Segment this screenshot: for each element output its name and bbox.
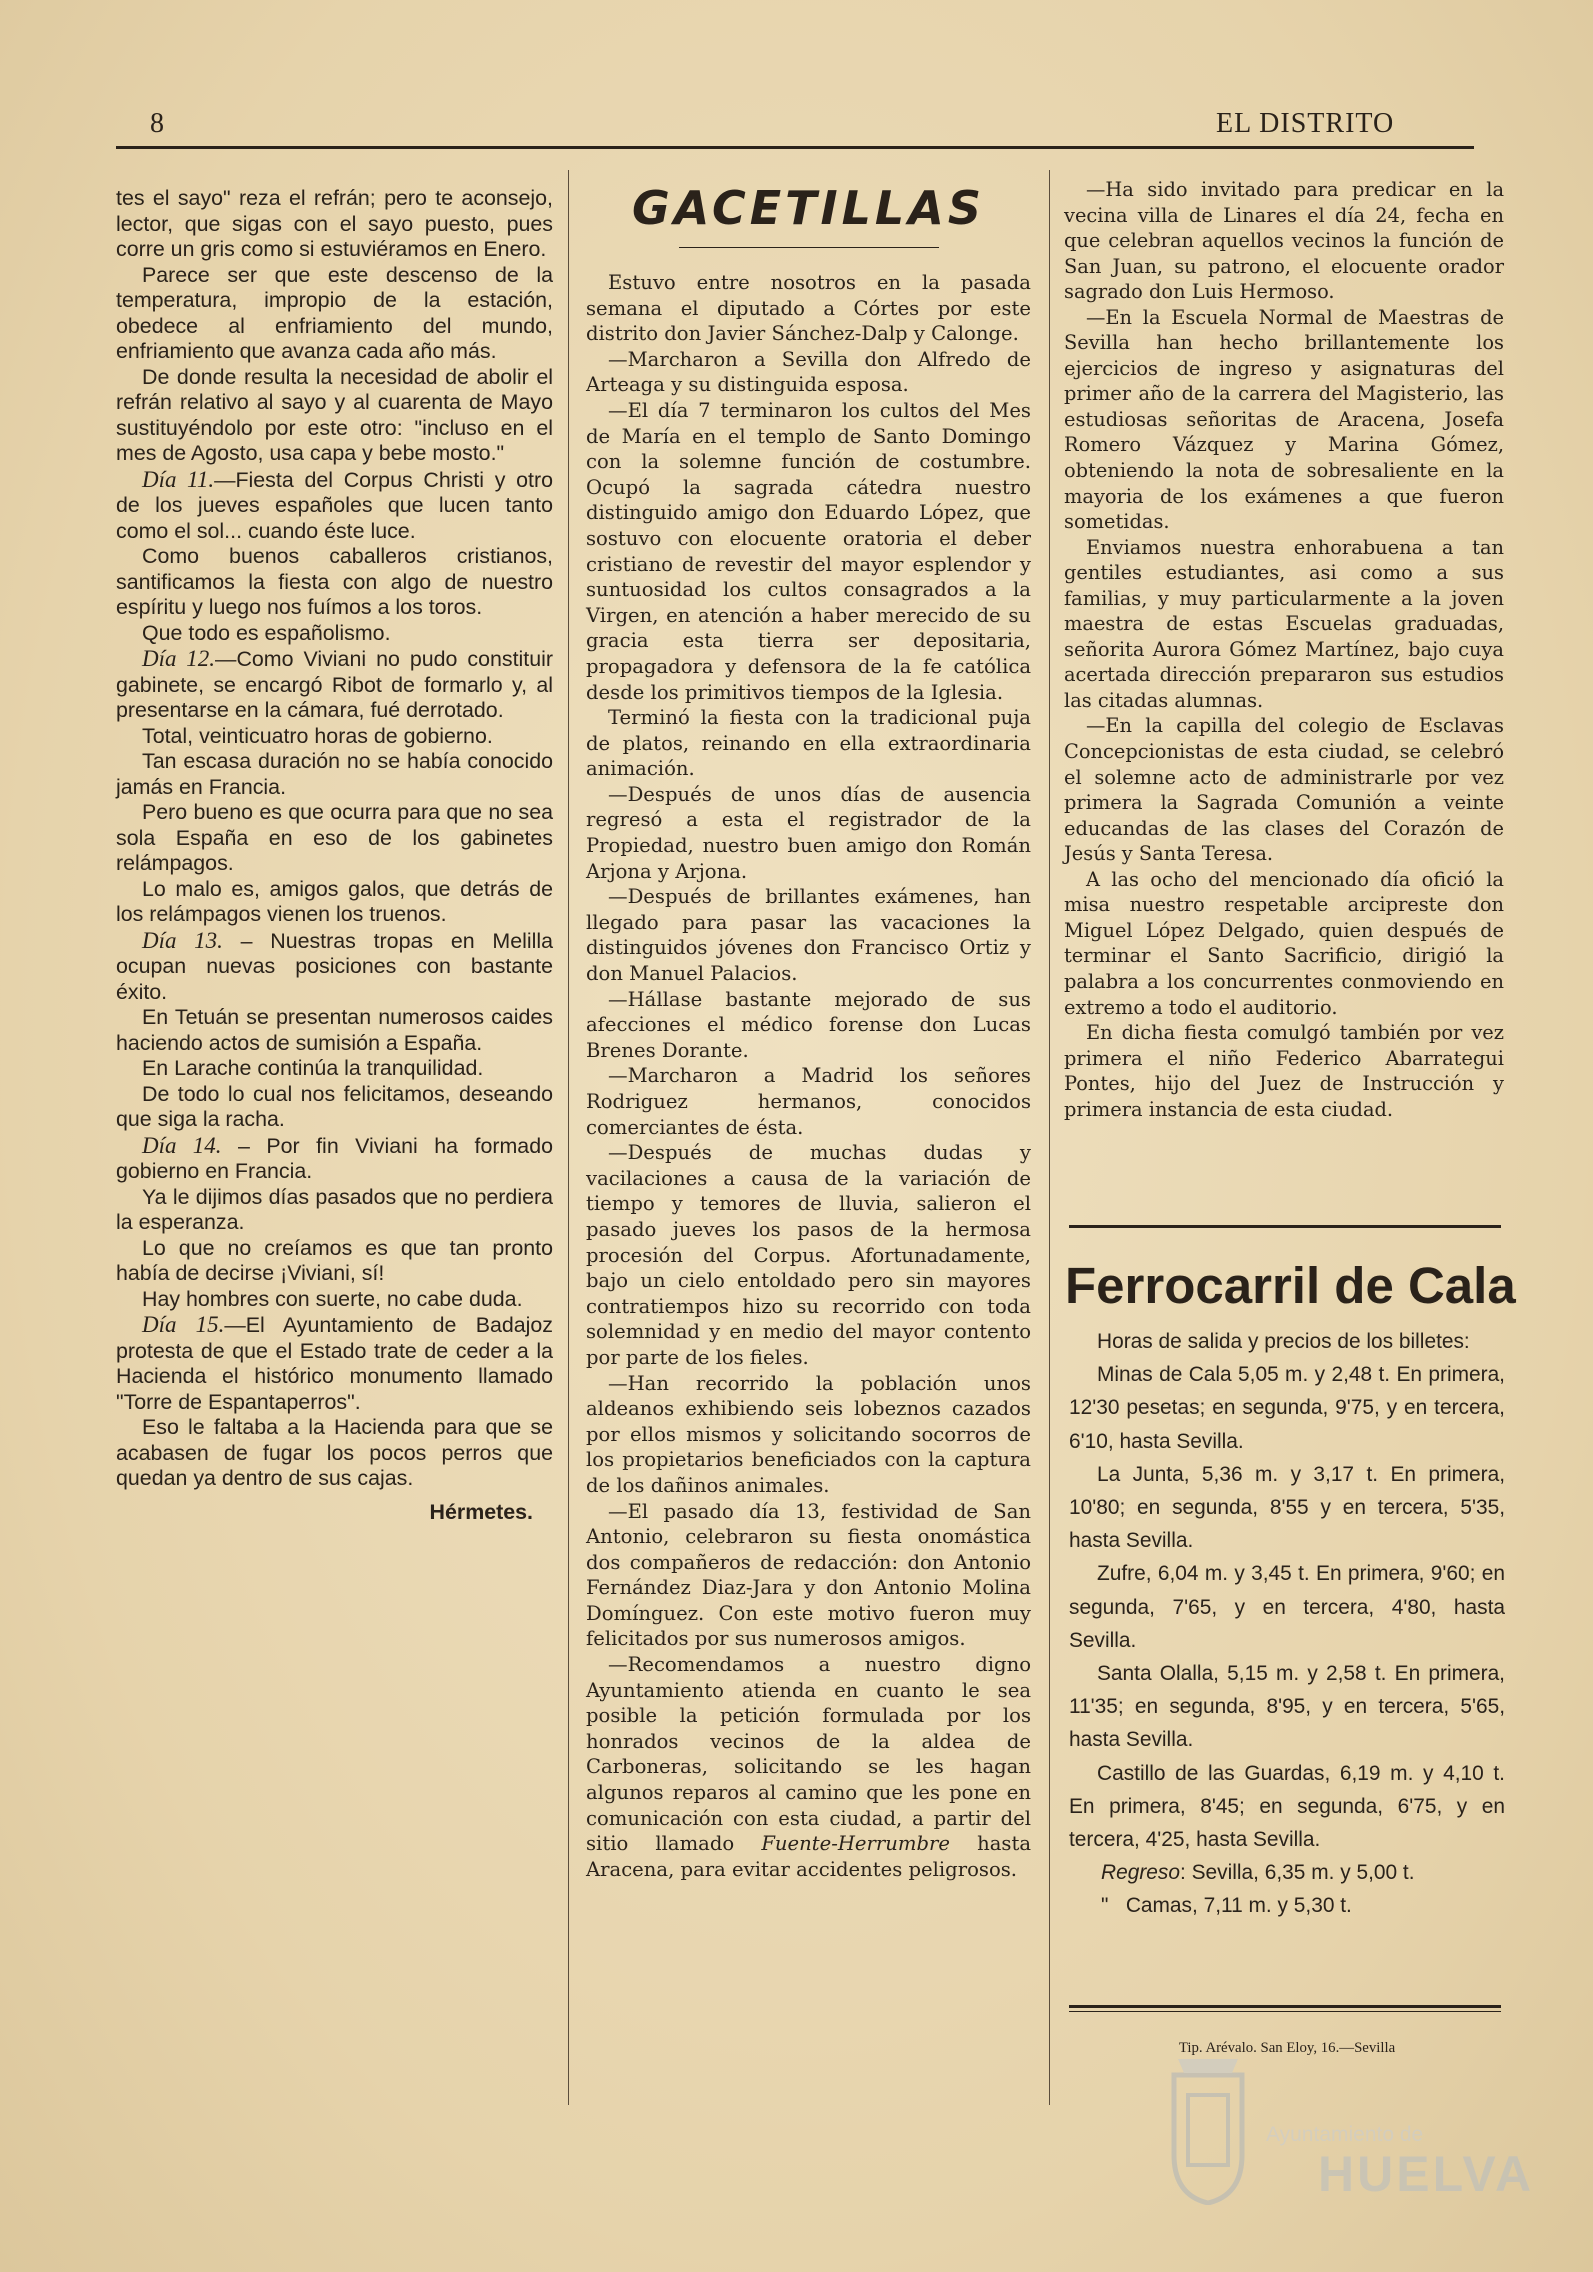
- title-rule: [679, 247, 939, 248]
- paragraph: —Marcharon a Madrid los señores Rodriguez hermanos, conocidos comerciantes de ésta.: [586, 1064, 1031, 1139]
- paragraph: —El día 7 terminaron los cultos del Mes de María en el templo de Santo Domingo con la solemne función de costumbre. Ocupó la sagrada cátedra nuestro distinguido amigo don Eduardo López, que sostuvo con elocuente oratoria el deber cristiano de revestir del mayor esplendor y suntuosidad los cultos consagrados a la Virgen, en atención a haber merecido de su gracia esta tierra ser depositaria, propagadora y defensora de la fe católica desde los primitivos tiempos de la Iglesia.: [586, 398, 1031, 704]
- paragraph: En dicha fiesta comulgó también por vez primera el niño Federico Abarrategui Pontes, hijo del Juez de Instrucción y primera instancia de esta ciudad.: [1064, 1021, 1504, 1121]
- paragraph: Pero bueno es que ocurra para que no sea sola España en eso de los gabinetes relámpagos.: [116, 800, 553, 875]
- paragraph: —Después de brillantes exámenes, han llegado para pasar las vacaciones la distinguidos jóvenes don Francisco Ortiz y don Manuel Palacios.: [586, 885, 1031, 986]
- schedule-intro: Horas de salida y precios de los billetes:: [1097, 1330, 1470, 1353]
- paragraph: —Marcharon a Sevilla don Alfredo de Arteaga y su distinguida esposa.: [586, 347, 1031, 397]
- paragraph: Lo malo es, amigos galos, que detrás de los relámpagos vienen los truenos.: [116, 876, 553, 926]
- paragraph: Como buenos caballeros cristianos, santificamos la fiesta con algo de nuestro espíritu y luego nos fuímos a los toros.: [116, 544, 553, 619]
- paragraph: A las ocho del mencionado día ofició la misa nuestro respetable arcipreste don Miguel López Delgado, quien después de terminar el Santo Sacrificio, dirigió la palabra a los concurrentes conmoviendo en extremo a todo el auditorio.: [1064, 867, 1504, 1019]
- schedule-item: Castillo de las Guardas, 6,19 m. y 4,10 t. En primera, 8'45; en segunda, 6'75, y en tercera, 4'25, hasta Sevilla.: [1069, 1761, 1505, 1852]
- schedule-item: Minas de Cala 5,05 m. y 2,48 t. En primera, 12'30 pesetas; en segunda, 9'75, y en tercera, 6'10, hasta Sevilla.: [1069, 1363, 1505, 1453]
- ferrocarril-title: Ferrocarril de Cala: [1065, 1257, 1516, 1314]
- dia-13-paragraph: [116, 928, 553, 1006]
- paragraph-text: hasta Aracena, para evitar accidentes peligrosos.: [586, 1832, 1032, 1881]
- place-name: Fuente-Herrumbre: [761, 1832, 950, 1856]
- page-number: 8: [150, 108, 164, 139]
- dia-15-text: —El Ayuntamiento de Badajoz protesta de que el Estado trate de ceder a la Hacienda el histórico monumento llamado "Torre de Espantaperros".: [116, 1313, 553, 1414]
- paragraph: —El pasado día 13, festividad de San Antonio, celebraron su fiesta onomástica dos compañeros de redacción: don Antonio Fernández Diaz-Jara y don Antonio Molina Domínguez. Con este motivo fueron muy felicitados por sus numerosos amigos.: [586, 1499, 1031, 1651]
- header-rule: [116, 146, 1474, 149]
- column-rule-1: [568, 170, 569, 2105]
- gacetillas-title: GACETILLAS: [632, 181, 985, 235]
- regreso-line-2: " Camas, 7,11 m. y 5,30 t.: [1101, 1894, 1352, 1918]
- paragraph: —Ha sido invitado para predicar en la vecina villa de Linares el día 24, fecha en que celebran aquellos vecinos la función de San Juan, su patrono, el elocuente orador sagrado don Luis Hermoso.: [1064, 178, 1504, 304]
- paragraph: tes el sayo" reza el refrán; pero te aconsejo, lector, que sigas con el sayo puesto, pues corre un gris como si estuviéramos en Enero.: [116, 186, 553, 261]
- paragraph: De donde resulta la necesidad de abolir el refrán relativo al sayo y al cuarenta de Mayo sustituyéndolo por este otro: "incluso en el mes de Agosto, usa capa y bebe mosto.": [116, 364, 553, 465]
- paragraph: En Tetuán se presentan numerosos caides haciendo actos de sumisión a España.: [116, 1005, 553, 1055]
- watermark: [1168, 2055, 1535, 2215]
- dia-12-label: Día 12.: [142, 646, 216, 671]
- paragraph: —Hállase bastante mejorado de sus afecciones el médico forense don Lucas Brenes Dorante.: [586, 987, 1031, 1062]
- section-rule: [1069, 2011, 1501, 2012]
- regreso-text: : Sevilla, 6,35 m. y 5,00 t.: [1179, 1861, 1415, 1885]
- section-rule: [1069, 1225, 1501, 1228]
- dia-13-text: – Nuestras tropas en Melilla ocupan nuevas posiciones con bastante éxito.: [116, 928, 553, 1004]
- paragraph: Hay hombres con suerte, no cabe duda.: [142, 1286, 523, 1311]
- paragraph: —Después de unos días de ausencia regresó a esta el registrador de la Propiedad, nuestro buen amigo don Román Arjona y Arjona.: [586, 782, 1031, 883]
- schedule-item: Zufre, 6,04 m. y 3,45 t. En primera, 9'60; en segunda, 7'65, y en tercera, 4'80, hasta Sevilla.: [1069, 1562, 1505, 1652]
- column-2: [586, 183, 1031, 1882]
- paragraph: Ya le dijimos días pasados que no perdiera la esperanza.: [116, 1184, 553, 1234]
- paragraph: Que todo es españolismo.: [142, 620, 391, 645]
- paragraph: Enviamos nuestra enhorabuena a tan gentiles estudiantes, asi como a sus familias, y muy particularmente a la joven maestra de estas Escuelas graduadas, señorita Aurora Gómez Martínez, bajo cuya acertada dirección prepararon sus estudios las citadas alumnas.: [1064, 535, 1504, 712]
- paper-name: EL DISTRITO: [1216, 108, 1395, 139]
- column-3: [1064, 177, 1504, 1122]
- coat-of-arms-icon: [1168, 2055, 1248, 2205]
- dia-13-label: Día 13.: [142, 927, 223, 953]
- paragraph: —En la Escuela Normal de Maestras de Sevilla han hecho brillantemente los ejercicios de ingreso y asignaturas del primer año de la carrera del Magisterio, las estudiosas señoritas de Aracena, Josefa Romero Vázquez y Marina Gómez, obteniendo la nota de sobresaliente en la mayoria de los exámenes a que fueron sometidas.: [1064, 305, 1504, 534]
- dia-14-text: – Por fin Viviani ha formado gobierno en Francia.: [116, 1133, 554, 1183]
- regreso-label: Regreso: [1101, 1861, 1180, 1885]
- dia-14-paragraph: [116, 1133, 553, 1185]
- paragraph: Total, veinticuatro horas de gobierno.: [142, 723, 493, 748]
- paragraph: Tan escasa duración no se había conocido jamás en Francia.: [116, 749, 553, 799]
- dia-12-paragraph: [116, 646, 553, 724]
- paragraph: —En la capilla del colegio de Esclavas Concepcionistas de esta ciudad, se celebró el solemne acto de administrarle por vez primera la Sagrada Comunión a veinte educandas de las clases del Corazón de Jesús y Santa Teresa.: [1064, 714, 1504, 866]
- paragraph-text: —Recomendamos a nuestro digno Ayuntamiento atienda en cuanto le sea posible la petición formulada por los honrados vecinos de la aldea de Carboneras, solicitando se les hagan algunos reparos al camino que les pone en comunicación con esta ciudad, a partir del sitio llamado: [586, 1653, 1031, 1856]
- paragraph: De todo lo cual nos felicitamos, deseando que siga la racha.: [116, 1081, 553, 1131]
- paragraph-carboneras: [586, 1652, 1031, 1882]
- dia-11-paragraph: [116, 467, 553, 545]
- ferrocarril-schedule: [1069, 1325, 1505, 1923]
- schedule-item: Santa Olalla, 5,15 m. y 2,58 t. En primera, 11'35; en segunda, 8'95, y en tercera, 5'65, hasta Sevilla.: [1069, 1662, 1505, 1752]
- paragraph: Eso le faltaba a la Hacienda para que se acabasen de fugar los pocos perros que quedan ya dentro de sus cajas.: [116, 1415, 553, 1490]
- schedule-item: La Junta, 5,36 m. y 3,17 t. En primera, 10'80; en segunda, 8'55 y en tercera, 5'35, hasta Sevilla.: [1069, 1462, 1505, 1553]
- signature: Hérmetes.: [429, 1499, 533, 1524]
- watermark-line-2: HUELVA: [1318, 2146, 1535, 2202]
- paragraph: Lo que no creíamos es que tan pronto había de decirse ¡Viviani, sí!: [116, 1235, 553, 1285]
- paragraph: —Han recorrido la población unos aldeanos exhibiendo seis lobeznos cazados por ellos mismos y solicitando socorros de los propietarios beneficiados con la captura de los dañinos animales.: [586, 1371, 1031, 1497]
- paragraph: En Larache continúa la tranquilidad.: [142, 1056, 484, 1080]
- dia-15-label: Día 15.: [142, 1312, 225, 1337]
- dia-14-label: Día 14.: [142, 1132, 222, 1158]
- paragraph: Estuvo entre nosotros en la pasada semana el diputado a Córtes por este distrito don Javier Sánchez-Dalp y Calonge.: [586, 271, 1031, 346]
- section-rule: [1069, 2005, 1501, 2008]
- paragraph: Terminó la fiesta con la tradicional puja de platos, reinando en ella extraordinaria animación.: [586, 706, 1031, 781]
- watermark-line-1: Ayuntamiento de: [1266, 2123, 1424, 2146]
- dia-15-paragraph: [116, 1312, 553, 1415]
- dia-12-text: —Como Viviani no pudo constituir gabinete, se encargó Ribot de formarlo y, al presentarse en la cámara, fué derrotado.: [116, 647, 554, 722]
- column-rule-2: [1049, 170, 1050, 2105]
- dia-11-label: Día 11.: [142, 466, 215, 492]
- printer-imprint: Tip. Arévalo. San Eloy, 16.—Sevilla: [1178, 2040, 1396, 2056]
- column-1: [116, 186, 553, 1525]
- dia-11-text: —Fiesta del Corpus Christi y otro de los jueves españoles que lucen tanto como el sol... cuando éste luce.: [116, 467, 553, 543]
- paragraph: Parece ser que este descenso de la temperatura, impropio de la estación, obedece al enfriamiento del mundo, enfriamiento que avanza cada año más.: [116, 262, 553, 363]
- paragraph: —Después de muchas dudas y vacilaciones a causa de la variación de tiempo y temores de lluvia, salieron el pasado jueves los pasos de la hermosa procesión del Corpus. Afortunadamente, bajo un cielo entoldado pero sin mayores contratiempos hizo su recorrido con toda solemnidad y en medio del mayor contento por parte de los fieles.: [586, 1141, 1031, 1369]
- regreso-line: [1069, 1856, 1505, 1889]
